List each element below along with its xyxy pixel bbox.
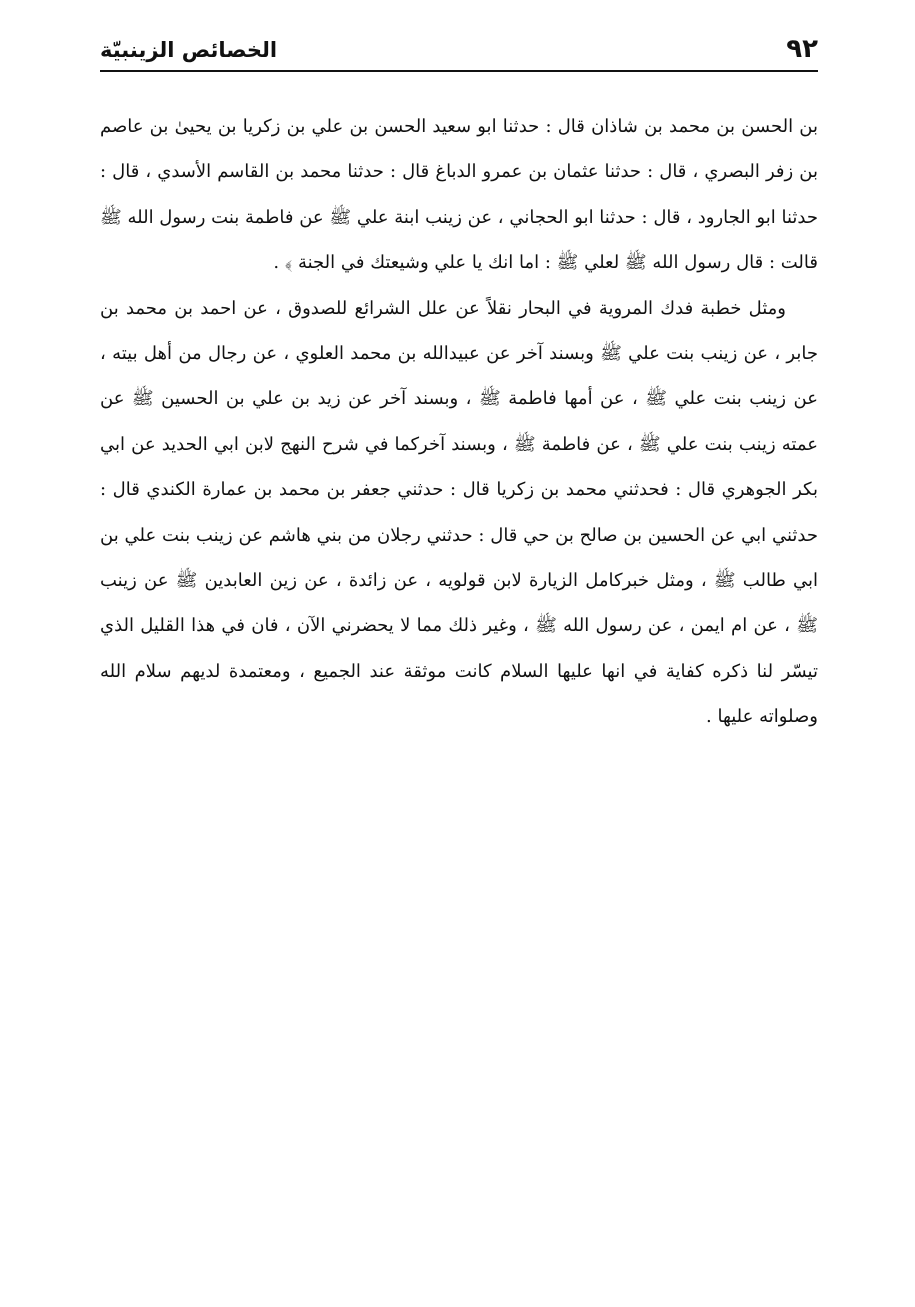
body-text — [100, 104, 818, 740]
page-header — [100, 30, 818, 70]
paragraph-1: بن الحسن بن محمد بن شاذان قال : حدثنا ابو سعيد الحسن بن علي بن زكريا بن يحيىٰ بن عاصم بن زفر البصري ، قال : حدثنا عثمان بن عمرو الدباغ قال : حدثنا محمد بن القاسم الأسدي ، قال : حدثنا ابو الجارود ، قال : حدثنا ابو الحجاني ، عن زينب ابنة علي ﷺ عن فاطمة بنت رسول الله ﷺ قالت : قال رسول الله ﷺ لعلي ﷺ : اما انك يا علي وشيعتك في الجنة ﴾ . — [100, 116, 818, 274]
paragraph-2: ومثل خطبة فدك المروية في البحار نقلاً عن علل الشرائع للصدوق ، عن احمد بن محمد بن جابر ، عن زينب بنت علي ﷺ وبسند آخر عن عبيدالله بن محمد العلوي ، عن رجال من أهل بيته ، عن زينب بنت علي ﷺ ، عن أمها فاطمة ﷺ ، وبسند آخر عن زيد بن علي بن الحسين ﷺ عن عمته زينب بنت علي ﷺ ، عن فاطمة ﷺ ، وبسند آخركما في شرح النهج لابن ابي الحديد عن ابي بكر الجوهري قال : فحدثني محمد بن زكريا قال : حدثني جعفر بن محمد بن عمارة الكندي قال : حدثني ابي عن الحسين بن صالح بن حي قال : حدثني رجلان من بني هاشم عن زينب بنت علي بن ابي طالب ﷺ ، ومثل خبركامل الزيارة لابن قولويه ، عن زائدة ، عن زين العابدين ﷺ عن زينب ﷺ ، عن ام ايمن ، عن رسول الله ﷺ ، وغير ذلك مما لا يحضرني الآن ، فان في هذا القليل الذي تيسّر لنا ذكره كفاية في انها عليها السلام كانت موثقة عند الجميع ، ومعتمدة لديهم سلام الله وصلواته عليها . — [100, 297, 818, 728]
running-title: الخصائص الزينبيّة — [100, 38, 278, 62]
header-rule — [100, 70, 818, 72]
page-number: ٩٢ — [786, 34, 818, 64]
